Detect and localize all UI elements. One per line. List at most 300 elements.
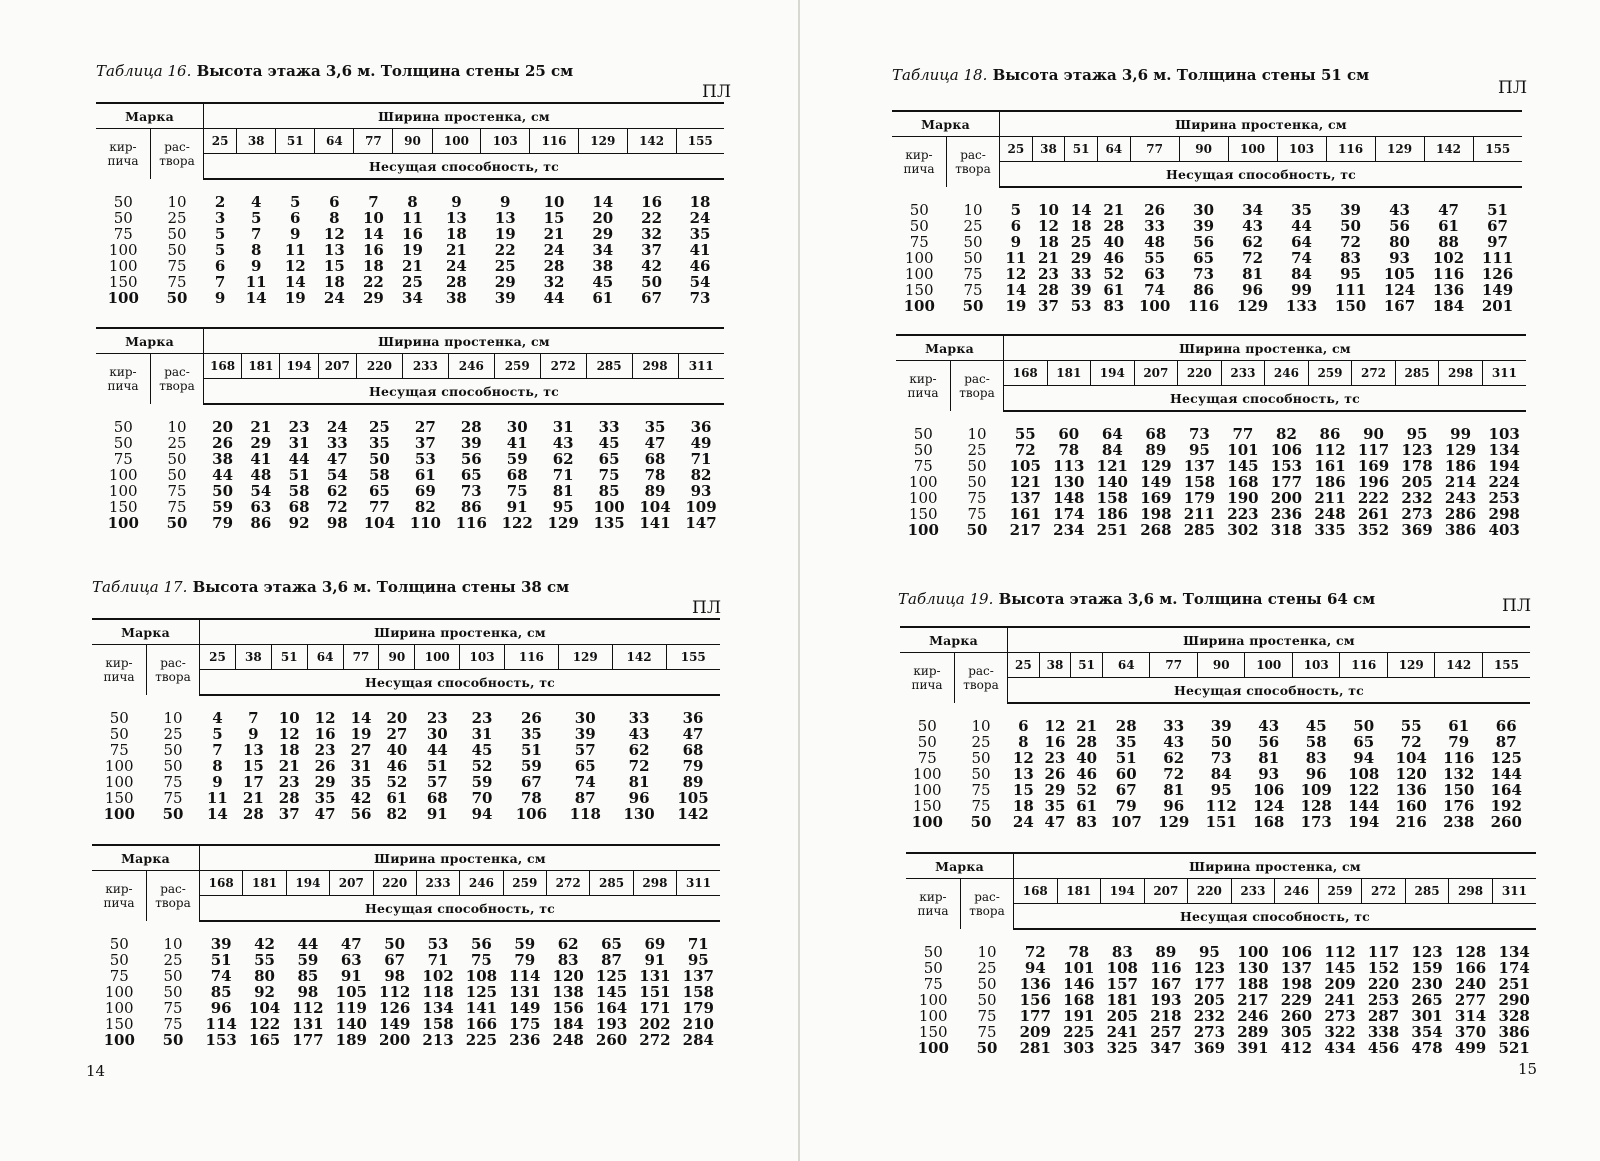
width-header: Ширина простенка, см <box>200 619 721 645</box>
capacity-cell: 129 <box>547 514 579 532</box>
capacity-cell: 191 <box>1063 1007 1095 1025</box>
brick-grade-cell: 50 <box>913 425 933 443</box>
brick-grade-cell: 75 <box>923 975 943 993</box>
capacity-cell: 14 <box>350 709 372 727</box>
capacity-cell: 72 <box>1163 765 1185 783</box>
capacity-cell: 194 <box>1348 813 1380 831</box>
width-value: 51 <box>276 129 315 154</box>
capacity-cell: 77 <box>368 498 390 516</box>
capacity-cell: 164 <box>595 999 628 1017</box>
capacity-cell: 39 <box>1340 201 1361 219</box>
capacity-cell: 21 <box>242 789 264 807</box>
capacity-cell: 286 <box>1444 505 1477 523</box>
capacity-cell: 98 <box>326 514 348 532</box>
capacity-cell: 83 <box>1076 813 1098 831</box>
capacity-cell: 179 <box>682 999 714 1017</box>
capacity-cell: 456 <box>1367 1039 1400 1057</box>
capacity-cell: 43 <box>628 725 650 743</box>
capacity-cell: 268 <box>1140 521 1172 539</box>
capacity-cell: 8 <box>212 757 223 775</box>
capacity-cell: 16 <box>641 193 663 211</box>
capacity-cell: 95 <box>687 951 709 969</box>
table-17-part-b <box>92 844 720 1048</box>
capacity-cell: 18 <box>1012 797 1034 815</box>
capacity-cell: 95 <box>1188 441 1210 459</box>
capacity-cell: 99 <box>1450 425 1472 443</box>
capacity-cell: 73 <box>1193 265 1215 283</box>
width-value: 259 <box>1308 361 1352 386</box>
width-value: 77 <box>343 645 379 670</box>
capacity-cell: 44 <box>297 935 319 953</box>
capacity-cell: 125 <box>1490 749 1522 767</box>
capacity-cell: 67 <box>520 773 542 791</box>
capacity-cell: 61 <box>414 466 436 484</box>
capacity-cell: 105 <box>1009 457 1041 475</box>
capacity-cell: 201 <box>1481 297 1514 315</box>
capacity-cell: 352 <box>1357 521 1390 539</box>
capacity-cell: 24 <box>445 257 467 275</box>
capacity-cell: 38 <box>445 289 467 307</box>
capacity-cell: 86 <box>460 498 482 516</box>
capacity-cell: 62 <box>557 935 579 953</box>
capacity-cell: 39 <box>210 935 232 953</box>
brick-grade-header: кир-пича <box>900 653 955 704</box>
mortar-grade-cell: 75 <box>163 999 183 1017</box>
capacity-cell: 24 <box>543 241 565 259</box>
width-value: 259 <box>503 871 546 896</box>
capacity-cell: 71 <box>687 935 709 953</box>
mortar-grade-header: рас-твора <box>961 879 1014 930</box>
width-value: 90 <box>393 129 432 154</box>
brick-grade-cell: 50 <box>109 709 129 727</box>
table-16-title: Высота этажа 3,6 м. Толщина стены 25 см <box>196 62 574 80</box>
capacity-cell: 238 <box>1443 813 1475 831</box>
capacity-cell: 5 <box>212 725 223 743</box>
capacity-cell: 113 <box>1053 457 1085 475</box>
capacity-cell: 6 <box>214 257 226 275</box>
marka-header: Марка <box>92 845 200 871</box>
width-value: 90 <box>379 645 415 670</box>
capacity-cell: 277 <box>1454 991 1487 1009</box>
table-row <box>896 458 1526 474</box>
capacity-cell: 251 <box>1096 521 1128 539</box>
mortar-grade-cell: 75 <box>977 1023 997 1041</box>
capacity-cell: 39 <box>460 434 482 452</box>
capacity-cell: 27 <box>350 741 372 759</box>
capacity-cell: 153 <box>1270 457 1303 475</box>
capacity-cell: 369 <box>1401 521 1433 539</box>
width-header: Ширина простенка, см <box>204 328 725 354</box>
capacity-cell: 14 <box>245 289 267 307</box>
capacity-cell: 79 <box>682 757 704 775</box>
capacity-cell: 174 <box>1053 505 1085 523</box>
capacity-cell: 6 <box>290 209 301 227</box>
capacity-cell: 116 <box>1432 265 1465 283</box>
capacity-cell: 41 <box>250 450 272 468</box>
width-header: Ширина простенка, см <box>204 103 725 129</box>
capacity-cell: 59 <box>212 498 234 516</box>
capacity-cell: 64 <box>1291 233 1312 251</box>
width-value: 233 <box>1231 879 1275 904</box>
brick-grade-cell: 75 <box>109 741 129 759</box>
width-value: 38 <box>237 129 276 154</box>
table-row <box>892 234 1522 250</box>
capacity-cell: 3 <box>214 209 226 227</box>
page-number-left: 14 <box>86 1062 106 1080</box>
capacity-cell: 25 <box>494 257 516 275</box>
capacity-cell: 19 <box>1005 297 1027 315</box>
capacity-cell: 5 <box>250 209 262 227</box>
capacity-cell: 95 <box>1340 265 1361 283</box>
width-value: 194 <box>1101 879 1145 904</box>
brick-grade-cell: 50 <box>113 434 133 452</box>
capacity-cell: 128 <box>1300 797 1332 815</box>
capacity-cell: 57 <box>574 741 596 759</box>
capacity-cell: 181 <box>1106 991 1138 1009</box>
table-row <box>906 944 1536 960</box>
capacity-cell: 391 <box>1237 1039 1269 1057</box>
table-16-part-a <box>96 102 724 306</box>
capacity-cell: 161 <box>1009 505 1041 523</box>
capacity-cell: 213 <box>422 1031 454 1049</box>
capacity-cell: 18 <box>445 225 467 243</box>
capacity-cell: 35 <box>350 773 372 791</box>
capacity-cell: 205 <box>1193 991 1226 1009</box>
width-value: 155 <box>676 129 724 154</box>
capacity-cell: 216 <box>1395 813 1427 831</box>
capacity-cell: 31 <box>350 757 372 775</box>
capacity-cell: 325 <box>1106 1039 1138 1057</box>
width-value: 129 <box>558 645 612 670</box>
book-spine <box>798 0 800 1161</box>
table-row <box>900 718 1530 734</box>
capacity-cell: 60 <box>1115 765 1137 783</box>
mortar-grade-cell: 25 <box>167 434 187 452</box>
capacity-cell: 15 <box>1012 781 1034 799</box>
mortar-grade-cell: 75 <box>963 265 983 283</box>
capacity-cell: 91 <box>340 967 362 985</box>
capacity-cell: 136 <box>1432 281 1465 299</box>
capacity-cell: 96 <box>210 999 232 1017</box>
mortar-grade-cell: 50 <box>963 233 983 251</box>
table-17-label: Таблица 17. <box>92 578 188 596</box>
capacity-cell: 109 <box>1300 781 1332 799</box>
capacity-cell: 13 <box>242 741 264 759</box>
capacity-cell: 78 <box>644 466 666 484</box>
capacity-cell: 18 <box>1038 233 1059 251</box>
capacity-cell: 23 <box>1044 749 1066 767</box>
capacity-cell: 138 <box>552 983 584 1001</box>
capacity-cell: 78 <box>1068 943 1090 961</box>
capacity-cell: 61 <box>386 789 408 807</box>
capacity-cell: 46 <box>1076 765 1098 783</box>
capacity-cell: 305 <box>1280 1023 1313 1041</box>
capacity-cell: 131 <box>509 983 541 1001</box>
capacity-cell: 110 <box>409 514 441 532</box>
mortar-grade-cell: 50 <box>971 765 991 783</box>
capacity-cell: 37 <box>1038 297 1059 315</box>
capacity-cell: 137 <box>1280 959 1313 977</box>
table-row <box>96 515 724 531</box>
table-row <box>96 194 724 210</box>
capacity-cell: 157 <box>1106 975 1138 993</box>
capacity-cell: 47 <box>644 434 666 452</box>
capacity-cell: 37 <box>641 241 663 259</box>
width-value: 25 <box>200 645 236 670</box>
width-value: 64 <box>1097 137 1130 162</box>
capacity-cell: 11 <box>402 209 423 227</box>
width-value: 272 <box>1352 361 1396 386</box>
mortar-grade-cell: 50 <box>962 297 984 315</box>
capacity-cell: 102 <box>1432 249 1465 267</box>
capacity-cell: 173 <box>1300 813 1332 831</box>
table-18-pl-mark: ПЛ <box>1498 78 1528 98</box>
mortar-grade-cell: 10 <box>967 425 987 443</box>
width-value: 77 <box>1150 653 1198 678</box>
table-19-part-b <box>906 852 1536 1056</box>
capacity-cell: 478 <box>1411 1039 1443 1057</box>
capacity-cell: 521 <box>1498 1039 1530 1057</box>
capacity-cell: 50 <box>1353 717 1375 735</box>
brick-grade-cell: 100 <box>904 249 934 267</box>
capacity-cell: 65 <box>598 450 620 468</box>
table-row <box>900 782 1530 798</box>
mortar-grade-cell: 50 <box>966 521 988 539</box>
table-row <box>96 451 724 467</box>
capacity-cell: 54 <box>326 466 348 484</box>
capacity-cell: 7 <box>368 193 379 211</box>
capacity-cell: 72 <box>1400 733 1422 751</box>
capacity-cell: 28 <box>1038 281 1059 299</box>
width-value: 259 <box>494 354 540 379</box>
capacity-cell: 105 <box>1383 265 1416 283</box>
table-17-block <box>92 578 732 1058</box>
capacity-cell: 158 <box>1183 473 1216 491</box>
capacity-cell: 149 <box>379 1015 411 1033</box>
capacity-cell: 134 <box>1498 943 1530 961</box>
capacity-cell: 229 <box>1280 991 1313 1009</box>
capacity-cell: 96 <box>1242 281 1264 299</box>
table-17-caption <box>92 578 569 596</box>
width-value: 103 <box>1277 137 1326 162</box>
width-value: 25 <box>204 129 237 154</box>
capacity-cell: 81 <box>1163 781 1185 799</box>
capacity-cell: 14 <box>592 193 614 211</box>
capacity-cell: 9 <box>451 193 462 211</box>
capacity-cell: 190 <box>1227 489 1259 507</box>
width-value: 100 <box>432 129 481 154</box>
capacity-cell: 25 <box>402 273 423 291</box>
capacity-cell: 28 <box>1076 733 1098 751</box>
mortar-grade-cell: 50 <box>163 741 183 759</box>
capacity-cell: 85 <box>210 983 232 1001</box>
capacity-cell: 93 <box>1389 249 1410 267</box>
width-value: 298 <box>632 354 678 379</box>
table-row <box>900 766 1530 782</box>
width-value: 129 <box>1375 137 1424 162</box>
capacity-cell: 117 <box>1357 441 1390 459</box>
mortar-grade-cell: 10 <box>963 201 983 219</box>
capacity-cell: 96 <box>1163 797 1185 815</box>
capacity-cell: 47 <box>340 935 362 953</box>
mortar-grade-cell: 50 <box>163 983 183 1001</box>
brick-grade-cell: 150 <box>904 281 934 299</box>
capacity-cell: 50 <box>384 935 406 953</box>
capacity-cell: 217 <box>1009 521 1041 539</box>
capacity-cell: 93 <box>690 482 712 500</box>
capacity-cell: 284 <box>682 1031 714 1049</box>
capacity-cell: 19 <box>284 289 306 307</box>
capacity-cell: 88 <box>1438 233 1459 251</box>
width-value: 116 <box>530 129 579 154</box>
capacity-cell: 116 <box>1187 297 1220 315</box>
capacity-cell: 29 <box>314 773 336 791</box>
width-value: 168 <box>1014 879 1058 904</box>
brick-grade-cell: 50 <box>109 935 129 953</box>
table-17-part-a <box>92 618 720 822</box>
capacity-header: Несущая способность, тс <box>204 154 725 180</box>
width-value: 220 <box>1188 879 1232 904</box>
capacity-cell: 54 <box>250 482 272 500</box>
brick-grade-cell: 100 <box>907 521 939 539</box>
capacity-cell: 81 <box>552 482 574 500</box>
capacity-cell: 241 <box>1324 991 1356 1009</box>
table-row <box>96 483 724 499</box>
capacity-cell: 11 <box>284 241 306 259</box>
capacity-cell: 161 <box>1314 457 1346 475</box>
capacity-cell: 178 <box>1401 457 1433 475</box>
capacity-cell: 85 <box>598 482 620 500</box>
capacity-cell: 265 <box>1411 991 1443 1009</box>
table-18-part-a <box>892 110 1522 314</box>
capacity-cell: 64 <box>1101 425 1123 443</box>
capacity-cell: 134 <box>422 999 454 1017</box>
mortar-grade-cell: 50 <box>967 457 987 475</box>
capacity-cell: 61 <box>592 289 614 307</box>
mortar-grade-cell: 50 <box>971 749 991 767</box>
capacity-cell: 177 <box>292 1031 324 1049</box>
capacity-cell: 65 <box>460 466 482 484</box>
capacity-cell: 200 <box>379 1031 411 1049</box>
capacity-cell: 73 <box>460 482 482 500</box>
capacity-cell: 89 <box>682 773 704 791</box>
capacity-cell: 8 <box>250 241 262 259</box>
capacity-cell: 142 <box>677 805 709 823</box>
capacity-cell: 93 <box>1258 765 1280 783</box>
capacity-cell: 434 <box>1324 1039 1356 1057</box>
capacity-cell: 370 <box>1454 1023 1487 1041</box>
mortar-grade-cell: 25 <box>963 217 983 235</box>
capacity-cell: 48 <box>250 466 272 484</box>
width-header: Ширина простенка, см <box>200 845 721 871</box>
capacity-cell: 87 <box>601 951 622 969</box>
capacity-cell: 65 <box>1353 733 1375 751</box>
capacity-cell: 147 <box>685 514 717 532</box>
capacity-cell: 23 <box>426 709 448 727</box>
brick-grade-cell: 100 <box>107 514 139 532</box>
capacity-cell: 121 <box>1096 457 1128 475</box>
mortar-grade-cell: 75 <box>971 797 991 815</box>
width-value: 142 <box>1435 653 1483 678</box>
table-row <box>96 274 724 290</box>
capacity-cell: 14 <box>1005 281 1027 299</box>
capacity-cell: 66 <box>1495 717 1517 735</box>
capacity-cell: 65 <box>1193 249 1215 267</box>
capacity-cell: 42 <box>254 935 275 953</box>
brick-grade-cell: 150 <box>918 1023 948 1041</box>
capacity-cell: 31 <box>552 418 574 436</box>
capacity-cell: 43 <box>1258 717 1280 735</box>
capacity-cell: 209 <box>1019 1023 1051 1041</box>
capacity-cell: 89 <box>1145 441 1167 459</box>
capacity-cell: 65 <box>574 757 596 775</box>
capacity-cell: 42 <box>350 789 372 807</box>
capacity-cell: 44 <box>288 450 310 468</box>
capacity-cell: 33 <box>598 418 620 436</box>
capacity-cell: 68 <box>1145 425 1167 443</box>
capacity-cell: 273 <box>1401 505 1433 523</box>
capacity-cell: 35 <box>689 225 711 243</box>
brick-grade-cell: 100 <box>904 265 934 283</box>
capacity-cell: 52 <box>1076 781 1098 799</box>
capacity-cell: 89 <box>1155 943 1177 961</box>
capacity-cell: 26 <box>314 757 336 775</box>
mortar-grade-cell: 50 <box>167 241 187 259</box>
table-row <box>96 258 724 274</box>
capacity-cell: 78 <box>1058 441 1080 459</box>
capacity-cell: 45 <box>471 741 493 759</box>
capacity-cell: 28 <box>543 257 565 275</box>
table-row <box>892 266 1522 282</box>
table-row <box>900 750 1530 766</box>
width-value: 194 <box>280 354 318 379</box>
capacity-cell: 101 <box>1063 959 1095 977</box>
mortar-grade-cell: 75 <box>167 482 187 500</box>
capacity-header: Несущая способность, тс <box>1000 162 1523 188</box>
brick-grade-header: кир-пича <box>906 879 961 930</box>
capacity-cell: 86 <box>250 514 272 532</box>
capacity-cell: 24 <box>1012 813 1034 831</box>
capacity-cell: 9 <box>250 257 262 275</box>
capacity-cell: 26 <box>1144 201 1166 219</box>
capacity-cell: 59 <box>514 935 536 953</box>
table-19-pl-mark: ПЛ <box>1502 596 1532 616</box>
capacity-cell: 20 <box>592 209 614 227</box>
capacity-cell: 7 <box>248 709 259 727</box>
capacity-cell: 18 <box>278 741 300 759</box>
capacity-cell: 12 <box>314 709 336 727</box>
capacity-cell: 50 <box>1210 733 1232 751</box>
width-value: 181 <box>243 871 286 896</box>
mortar-grade-cell: 50 <box>162 1031 184 1049</box>
capacity-cell: 156 <box>552 999 584 1017</box>
width-value: 311 <box>678 354 724 379</box>
width-value: 90 <box>1197 653 1245 678</box>
capacity-cell: 75 <box>598 466 620 484</box>
width-value: 38 <box>235 645 271 670</box>
capacity-cell: 83 <box>1305 749 1327 767</box>
capacity-cell: 168 <box>1227 473 1259 491</box>
capacity-cell: 166 <box>1454 959 1487 977</box>
capacity-cell: 35 <box>1044 797 1066 815</box>
capacity-cell: 68 <box>506 466 528 484</box>
capacity-cell: 61 <box>1438 217 1459 235</box>
mortar-grade-cell: 10 <box>163 709 183 727</box>
capacity-cell: 104 <box>1395 749 1427 767</box>
capacity-cell: 50 <box>212 482 234 500</box>
capacity-cell: 194 <box>1488 457 1520 475</box>
capacity-cell: 72 <box>1340 233 1361 251</box>
